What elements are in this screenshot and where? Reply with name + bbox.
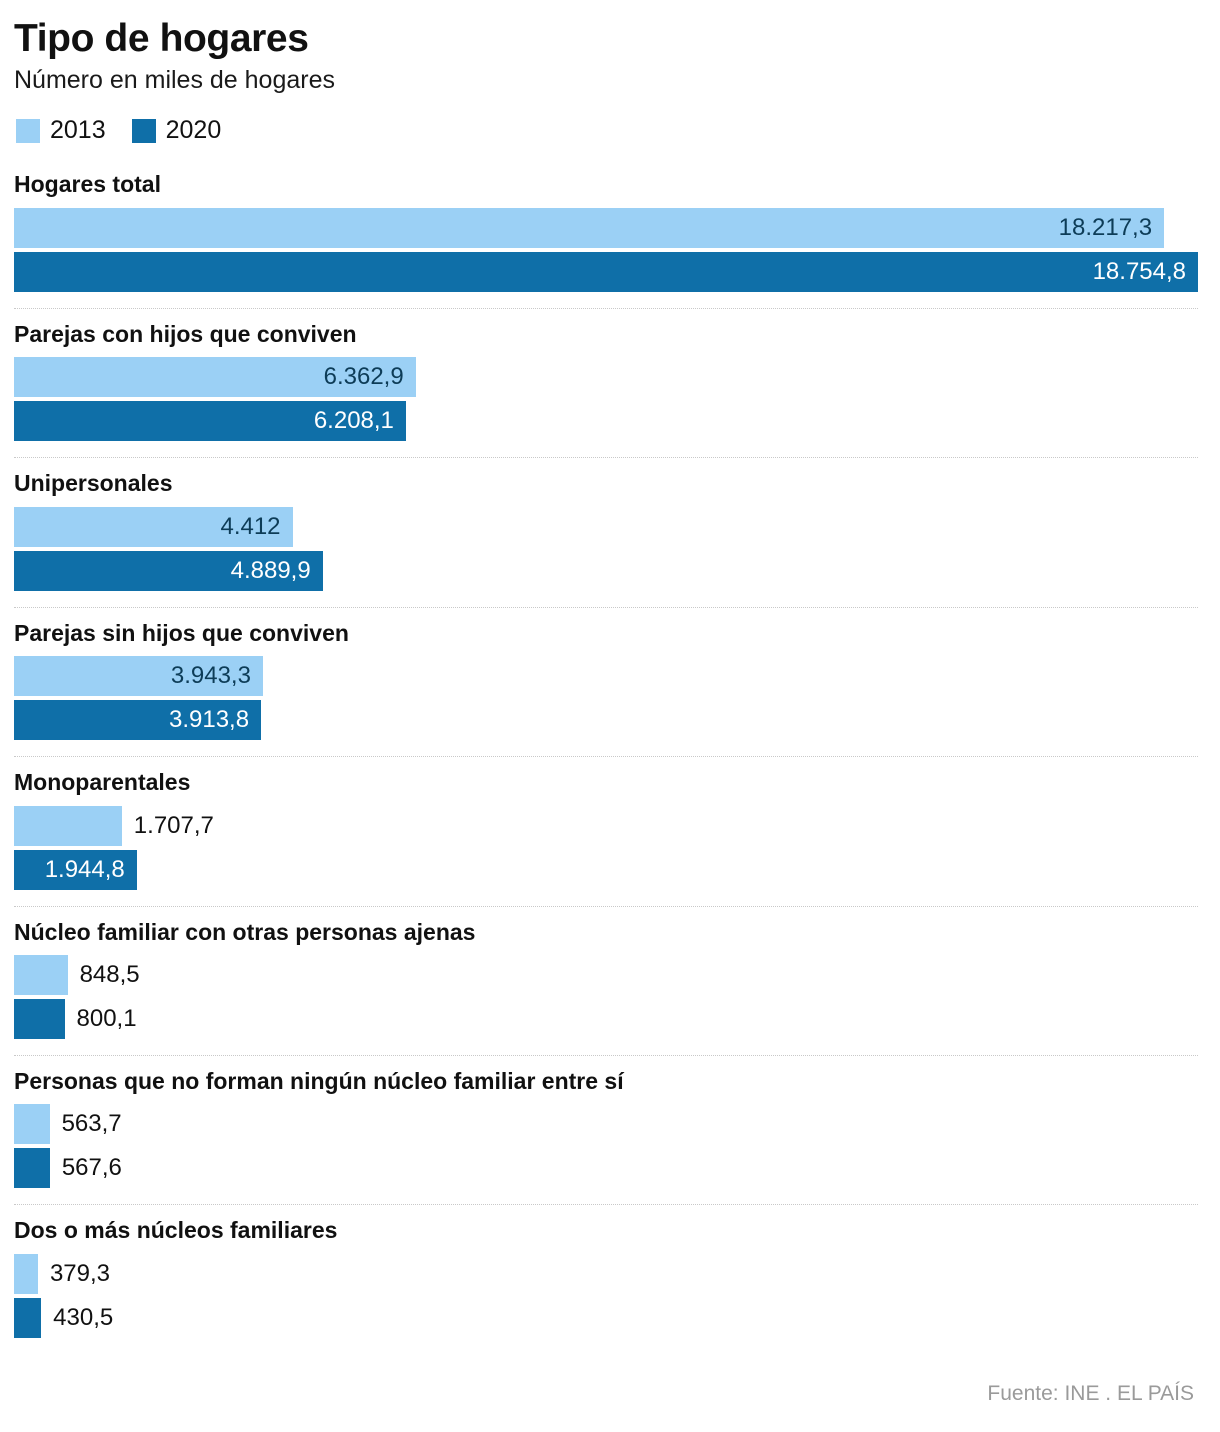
chart-group (14, 620, 1198, 757)
chart-group (14, 769, 1198, 906)
chart-bar[interactable] (14, 700, 261, 740)
chart-legend (16, 116, 1198, 145)
legend-label-2013: 2013 (50, 116, 106, 145)
chart-bar-value: 3.913,8 (169, 706, 250, 734)
chart-bar-value: 3.943,3 (170, 662, 251, 690)
chart-bar-value: 567,6 (61, 1154, 122, 1182)
chart-bar[interactable] (14, 656, 263, 696)
chart-bar-row (14, 401, 1198, 441)
chart-bar[interactable] (14, 551, 323, 591)
chart-group-label: Personas que no forman ningún núcleo familiar entre sí (14, 1068, 624, 1095)
chart-bar-row (14, 1254, 1198, 1294)
chart-groups (14, 171, 1198, 1354)
chart-bar[interactable] (14, 208, 1164, 248)
chart-bar[interactable] (14, 357, 416, 397)
chart-bar[interactable] (14, 507, 293, 547)
chart-bar[interactable] (14, 1298, 114, 1338)
chart-group-label: Núcleo familiar con otras personas ajenas (14, 918, 476, 945)
chart-bar-value: 18.217,3 (1058, 213, 1153, 241)
chart-bar-value: 4.889,9 (230, 556, 311, 584)
chart-bar-value: 800,1 (76, 1005, 137, 1033)
chart-bar-row (14, 806, 1198, 846)
chart-group-label: Parejas sin hijos que conviven (14, 619, 349, 646)
legend-label-2020: 2020 (165, 116, 222, 145)
chart-group (14, 321, 1198, 458)
chart-bar-row (14, 252, 1198, 292)
chart-bar-row (14, 1104, 1198, 1144)
legend-item-2013 (16, 116, 106, 145)
source-note: Fuente: INE . EL PAÍS (987, 1382, 1194, 1405)
legend-swatch-icon-2013 (16, 119, 40, 143)
chart-bar-value: 430,5 (53, 1303, 114, 1331)
chart-bar[interactable] (14, 401, 406, 441)
chart-bar[interactable] (14, 955, 140, 995)
chart-bar-row (14, 955, 1198, 995)
chart-bar-row (14, 1148, 1198, 1188)
chart-bar[interactable] (14, 806, 214, 846)
chart-bar-row (14, 551, 1198, 591)
chart-group (14, 470, 1198, 607)
chart-group (14, 1217, 1198, 1353)
chart-bar-value: 1.944,8 (44, 855, 125, 883)
chart-bar-value: 6.362,9 (323, 363, 404, 391)
chart-bar-row (14, 357, 1198, 397)
chart-group-label: Hogares total (14, 171, 161, 198)
chart-bar-value: 379,3 (49, 1259, 110, 1287)
chart-bar-value: 4.412 (220, 512, 281, 540)
legend-item-2020 (132, 116, 222, 145)
chart-group-label: Unipersonales (14, 470, 173, 497)
chart-group-label: Monoparentales (14, 769, 191, 796)
chart-bar-value: 1.707,7 (133, 811, 214, 839)
chart-bar-row (14, 850, 1198, 890)
page-subtitle: Número en miles de hogares (14, 65, 335, 94)
chart-bar[interactable] (14, 252, 1198, 292)
chart-bar[interactable] (14, 850, 137, 890)
chart-bar-value: 6.208,1 (313, 407, 394, 435)
chart-bar-row (14, 700, 1198, 740)
page-title: Tipo de hogares (14, 17, 309, 60)
chart-group (14, 919, 1198, 1056)
chart-bar-value: 563,7 (61, 1110, 122, 1138)
chart-group-label: Dos o más núcleos familiares (14, 1217, 338, 1244)
legend-swatch-icon-2020 (132, 119, 156, 143)
chart-bar[interactable] (14, 999, 137, 1039)
chart-bar[interactable] (14, 1104, 122, 1144)
chart-group (14, 1068, 1198, 1205)
chart-group-label: Parejas con hijos que conviven (14, 320, 357, 347)
chart-bar-row (14, 1298, 1198, 1338)
chart-bar-row (14, 507, 1198, 547)
chart-bar-value: 848,5 (79, 961, 140, 989)
chart-group (14, 171, 1198, 308)
chart-bar-value: 18.754,8 (1092, 257, 1186, 285)
chart-bar-row (14, 208, 1198, 248)
chart-bar-row (14, 656, 1198, 696)
chart-bar[interactable] (14, 1254, 110, 1294)
chart-bar-row (14, 999, 1198, 1039)
chart-bar[interactable] (14, 1148, 122, 1188)
